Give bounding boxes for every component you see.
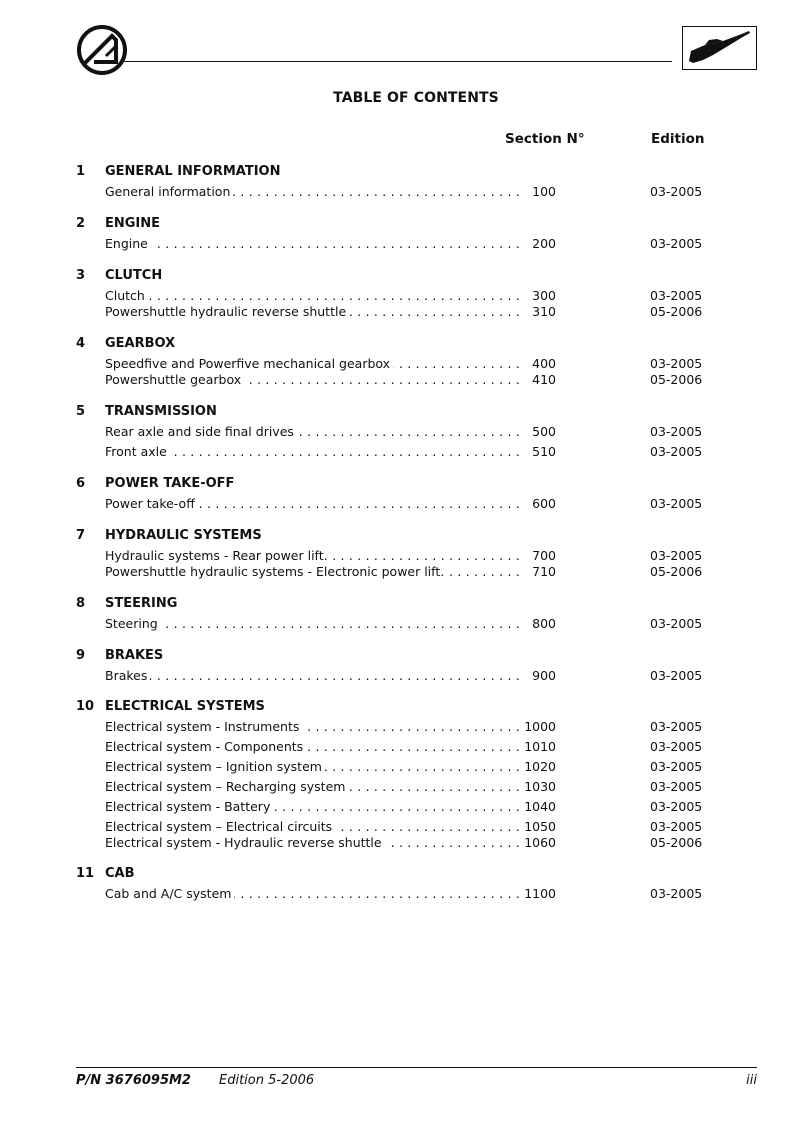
entry-section: 1010 bbox=[522, 739, 556, 754]
chapter-number: 10 bbox=[76, 699, 95, 714]
brand-logo-icon bbox=[76, 24, 128, 76]
toc-entry[interactable] bbox=[105, 616, 705, 632]
entry-label: Powershuttle gearbox bbox=[105, 372, 244, 387]
entry-label: Electrical system - Components bbox=[105, 739, 306, 754]
chapter-title: GENERAL INFORMATION bbox=[105, 164, 281, 179]
toc-entry[interactable] bbox=[105, 288, 705, 304]
entry-edition: 03-2005 bbox=[650, 779, 703, 794]
entry-section: 900 bbox=[522, 668, 556, 683]
entry-edition: 03-2005 bbox=[650, 236, 703, 251]
entry-label: Power take-off bbox=[105, 496, 198, 511]
entry-section: 700 bbox=[522, 548, 556, 563]
entry-section: 310 bbox=[522, 304, 556, 319]
entry-edition: 03-2005 bbox=[650, 184, 703, 199]
toc-entry[interactable] bbox=[105, 819, 705, 835]
toc-entry[interactable] bbox=[105, 779, 705, 795]
entry-label: Electrical system – Recharging system bbox=[105, 779, 348, 794]
toc-entry[interactable] bbox=[105, 304, 705, 320]
entry-label: Electrical system - Instruments bbox=[105, 719, 302, 734]
entry-section: 100 bbox=[522, 184, 556, 199]
toc-entry[interactable] bbox=[105, 886, 705, 902]
toc-entry[interactable] bbox=[105, 759, 705, 775]
toc-entry[interactable] bbox=[105, 496, 705, 512]
entry-label: Electrical system - Hydraulic reverse shuttle bbox=[105, 835, 385, 850]
part-number: P/N 3676095M2 bbox=[76, 1073, 191, 1088]
toc-entry[interactable] bbox=[105, 564, 705, 580]
entry-section: 500 bbox=[522, 424, 556, 439]
toc-entry[interactable] bbox=[105, 668, 705, 684]
entry-edition: 03-2005 bbox=[650, 424, 703, 439]
pointing-hand-icon bbox=[682, 26, 757, 70]
toc-entry[interactable] bbox=[105, 444, 705, 460]
entry-section: 1000 bbox=[522, 719, 556, 734]
entry-section: 1040 bbox=[522, 799, 556, 814]
chapter-number: 7 bbox=[76, 528, 86, 543]
entry-edition: 03-2005 bbox=[650, 799, 703, 814]
entry-section: 1100 bbox=[522, 886, 556, 901]
chapter-title: BRAKES bbox=[105, 648, 164, 663]
entry-label: Powershuttle hydraulic reverse shuttle bbox=[105, 304, 349, 319]
entry-label: Clutch bbox=[105, 288, 148, 303]
toc-entry[interactable] bbox=[105, 835, 705, 851]
entry-section: 200 bbox=[522, 236, 556, 251]
chapter-title: GEARBOX bbox=[105, 336, 176, 351]
entry-section: 400 bbox=[522, 356, 556, 371]
chapter-title: CLUTCH bbox=[105, 268, 163, 283]
toc-entry[interactable] bbox=[105, 739, 705, 755]
chapter-title: ELECTRICAL SYSTEMS bbox=[105, 699, 265, 714]
page-number: iii bbox=[746, 1073, 757, 1088]
entry-edition: 03-2005 bbox=[650, 548, 703, 563]
chapter-number: 9 bbox=[76, 648, 86, 663]
page-title: TABLE OF CONTENTS bbox=[333, 90, 499, 106]
chapter-number: 4 bbox=[76, 336, 86, 351]
entry-section: 1060 bbox=[522, 835, 556, 850]
chapter-number: 8 bbox=[76, 596, 86, 611]
toc-entry[interactable] bbox=[105, 799, 705, 815]
chapter-title: TRANSMISSION bbox=[105, 404, 217, 419]
footer-rule bbox=[76, 1067, 757, 1068]
entry-label: Powershuttle hydraulic systems - Electronic power lift. bbox=[105, 564, 447, 579]
entry-label: Cab and A/C system bbox=[105, 886, 234, 901]
toc-entry[interactable] bbox=[105, 424, 705, 440]
chapter-title: STEERING bbox=[105, 596, 178, 611]
column-header-edition: Edition bbox=[651, 131, 705, 147]
entry-section: 300 bbox=[522, 288, 556, 303]
entry-edition: 03-2005 bbox=[650, 759, 703, 774]
header-rule bbox=[124, 61, 672, 62]
chapter-number: 2 bbox=[76, 216, 86, 231]
toc-entry[interactable] bbox=[105, 719, 705, 735]
chapter-number: 11 bbox=[76, 866, 95, 881]
entry-label: Engine bbox=[105, 236, 151, 251]
entry-edition: 03-2005 bbox=[650, 668, 703, 683]
entry-label: General information bbox=[105, 184, 233, 199]
toc-entry[interactable] bbox=[105, 356, 705, 372]
entry-edition: 03-2005 bbox=[650, 616, 703, 631]
entry-edition: 03-2005 bbox=[650, 719, 703, 734]
chapter-number: 3 bbox=[76, 268, 86, 283]
chapter-title: CAB bbox=[105, 866, 135, 881]
entry-edition: 03-2005 bbox=[650, 288, 703, 303]
entry-section: 710 bbox=[522, 564, 556, 579]
entry-section: 510 bbox=[522, 444, 556, 459]
column-header-section: Section N° bbox=[505, 131, 585, 147]
entry-label: Speedfive and Powerfive mechanical gearbox bbox=[105, 356, 393, 371]
entry-section: 600 bbox=[522, 496, 556, 511]
chapter-title: HYDRAULIC SYSTEMS bbox=[105, 528, 262, 543]
entry-edition: 03-2005 bbox=[650, 444, 703, 459]
toc-entry[interactable] bbox=[105, 236, 705, 252]
entry-label: Electrical system – Electrical circuits bbox=[105, 819, 335, 834]
toc-entry[interactable] bbox=[105, 548, 705, 564]
entry-label: Hydraulic systems - Rear power lift. bbox=[105, 548, 331, 563]
chapter-title: POWER TAKE-OFF bbox=[105, 476, 235, 491]
entry-label: Electrical system - Battery bbox=[105, 799, 273, 814]
entry-edition: 03-2005 bbox=[650, 886, 703, 901]
entry-section: 800 bbox=[522, 616, 556, 631]
entry-edition: 03-2005 bbox=[650, 356, 703, 371]
entry-label: Rear axle and side final drives bbox=[105, 424, 297, 439]
entry-section: 1050 bbox=[522, 819, 556, 834]
entry-edition: 03-2005 bbox=[650, 496, 703, 511]
entry-label: Brakes bbox=[105, 668, 150, 683]
entry-edition: 03-2005 bbox=[650, 819, 703, 834]
entry-section: 1030 bbox=[522, 779, 556, 794]
entry-label: Steering bbox=[105, 616, 161, 631]
entry-section: 410 bbox=[522, 372, 556, 387]
entry-edition: 05-2006 bbox=[650, 564, 703, 579]
chapter-number: 5 bbox=[76, 404, 86, 419]
entry-label: Front axle bbox=[105, 444, 170, 459]
entry-edition: 03-2005 bbox=[650, 739, 703, 754]
entry-section: 1020 bbox=[522, 759, 556, 774]
chapter-number: 1 bbox=[76, 164, 86, 179]
chapter-title: ENGINE bbox=[105, 216, 161, 231]
toc-entry[interactable] bbox=[105, 184, 705, 200]
footer-edition: Edition 5-2006 bbox=[219, 1073, 315, 1088]
entry-label: Electrical system – Ignition system bbox=[105, 759, 325, 774]
entry-edition: 05-2006 bbox=[650, 372, 703, 387]
chapter-number: 6 bbox=[76, 476, 86, 491]
entry-edition: 05-2006 bbox=[650, 835, 703, 850]
entry-edition: 05-2006 bbox=[650, 304, 703, 319]
toc-entry[interactable] bbox=[105, 372, 705, 388]
